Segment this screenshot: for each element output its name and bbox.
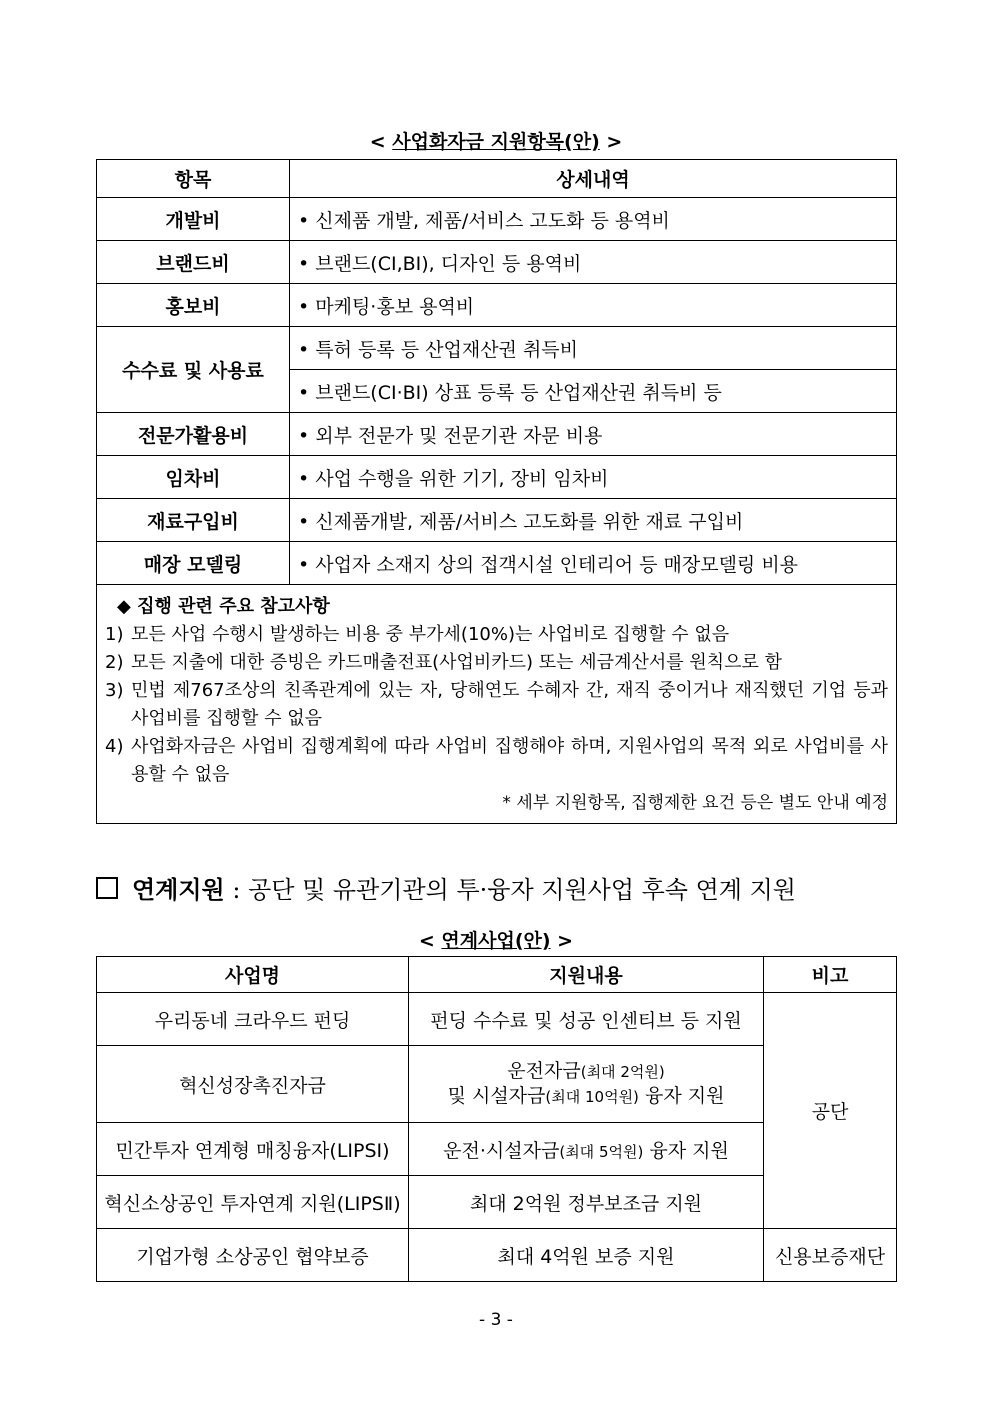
table-row: 혁신소상공인 투자연계 지원(LIPSⅡ) 최대 2억원 정부보조금 지원 [97, 1176, 897, 1229]
page-number: - 3 - [479, 1310, 513, 1330]
notes-title: ◆ 집행 관련 주요 참고사항 [117, 596, 330, 617]
table2-caption-text: 연계사업(안) [441, 930, 551, 952]
table2-header-note: 비고 [764, 957, 897, 993]
list-item: 2) 모든 지출에 대한 증빙은 카드매출전표(사업비카드) 또는 세금계산서를 원칙으로 함 [105, 652, 783, 673]
table-row: 우리동네 크라우드 펀딩 펀딩 수수료 및 성공 인센티브 등 지원 공단 [97, 993, 897, 1046]
table-row: 수수료 및 사용료 • 특허 등록 등 산업재산권 취득비 [97, 327, 897, 370]
table2-header-name: 사업명 [97, 957, 409, 993]
table1-caption-text: 사업화자금 지원항목(안) [392, 131, 600, 153]
table-row: 재료구입비 • 신제품개발, 제품/서비스 고도화를 위한 재료 구입비 [97, 499, 897, 542]
table2-caption: < 연계사업(안) > [418, 930, 574, 952]
list-item: 4) 사업화자금은 사업비 집행계획에 따라 사업비 집행해야 하며, 지원사업의 목적 외로 사업비를 사용할 수 없음 [105, 736, 888, 785]
table-row: 홍보비 • 마케팅·홍보 용역비 [97, 284, 897, 327]
section-heading [96, 870, 796, 905]
table1-header-detail: 상세내역 [290, 160, 897, 198]
table-row: 임차비 • 사업 수행을 위한 기기, 장비 임차비 [97, 456, 897, 499]
list-item: 1) 모든 사업 수행시 발생하는 비용 중 부가세(10%)는 사업비로 집행할 수 없음 [105, 624, 730, 645]
section-title: 연계지원 [132, 875, 225, 904]
table1-caption: < 사업화자금 지원항목(안) > [369, 131, 623, 153]
table1-header-item: 항목 [97, 160, 290, 198]
checkbox-square-icon [96, 877, 118, 899]
table2-header-content: 지원내용 [409, 957, 764, 993]
table-row: 전문가활용비 • 외부 전문가 및 전문기관 자문 비용 [97, 413, 897, 456]
table-row: 매장 모델링 • 사업자 소재지 상의 접객시설 인테리어 등 매장모델링 비용 [97, 542, 897, 585]
table-row: 혁신성장촉진자금 운전자금(최대 2억원) 및 시설자금(최대 10억원) 융자 지원 [97, 1046, 897, 1123]
notes-footnote: * 세부 지원항목, 집행제한 요건 등은 별도 안내 예정 [502, 793, 888, 813]
table-row: 기업가형 소상공인 협약보증 최대 4억원 보증 지원 신용보증재단 [97, 1229, 897, 1282]
table-row: 브랜드비 • 브랜드(CI,BI), 디자인 등 용역비 [97, 241, 897, 284]
table-row: 개발비 • 신제품 개발, 제품/서비스 고도화 등 용역비 [97, 198, 897, 241]
list-item: 3) 민법 제767조상의 친족관계에 있는 자, 당해연도 수혜자 간, 재직 중이거나 재직했던 기업 등과 사업비를 집행할 수 없음 [105, 680, 888, 729]
support-items-table [96, 159, 897, 824]
section-description: : 공단 및 유관기관의 투·융자 지원사업 후속 연계 지원 [224, 876, 796, 904]
group-note: 공단 [764, 993, 897, 1229]
table-row: 민간투자 연계형 매칭융자(LIPSⅠ) 운전·시설자금(최대 5억원) 융자 지원 [97, 1123, 897, 1176]
table-row: • 브랜드(CI·BI) 상표 등록 등 산업재산권 취득비 등 [97, 370, 897, 413]
execution-notes [97, 585, 897, 824]
linked-programs-table [96, 956, 897, 1282]
